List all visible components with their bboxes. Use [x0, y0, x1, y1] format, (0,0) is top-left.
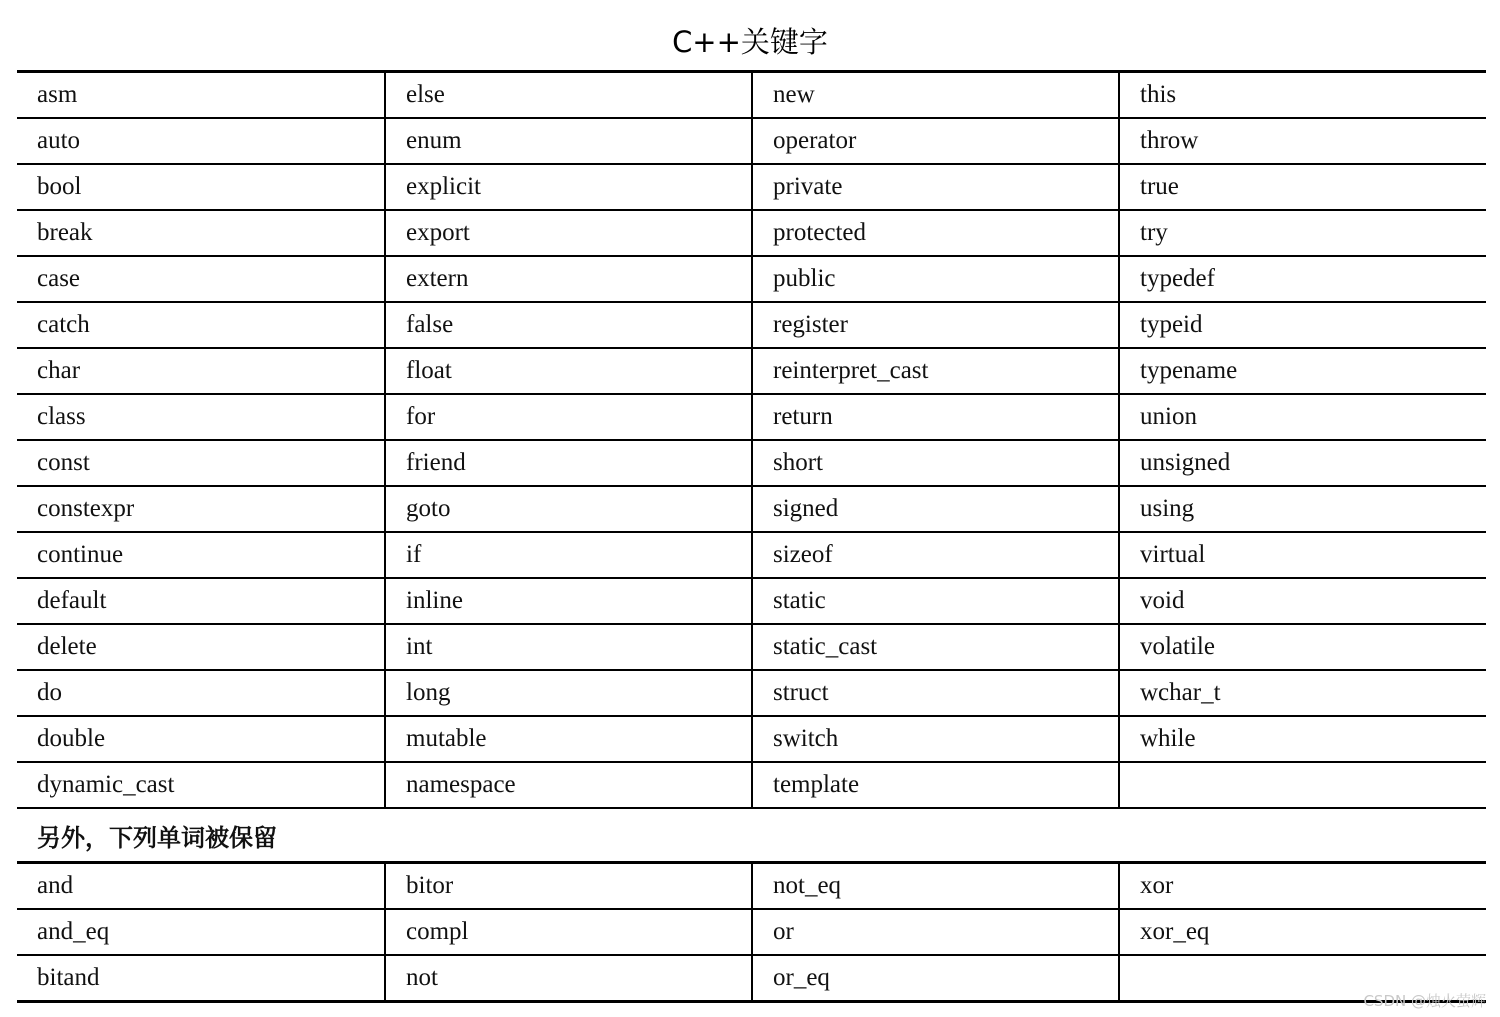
- keyword-cell: public: [752, 256, 1119, 302]
- table-row: [17, 762, 1486, 808]
- page-title: C++关键字: [672, 25, 828, 59]
- table-row: [17, 348, 1486, 394]
- keyword-cell: char: [17, 348, 385, 394]
- keyword-cell: break: [17, 210, 385, 256]
- table-row: [17, 863, 1486, 910]
- keyword-cell: delete: [17, 624, 385, 670]
- keyword-cell: not_eq: [752, 863, 1119, 910]
- watermark: CSDN @烛火萤辉: [1363, 992, 1486, 1010]
- keyword-cell: while: [1119, 716, 1486, 762]
- keyword-cell: sizeof: [752, 532, 1119, 578]
- table-row: [17, 955, 1486, 1002]
- reserved-note-row: [17, 808, 1486, 863]
- keyword-cell: not: [385, 955, 752, 1002]
- keyword-cell: struct: [752, 670, 1119, 716]
- keyword-cell: bitand: [17, 955, 385, 1002]
- keyword-cell: short: [752, 440, 1119, 486]
- keyword-cell: true: [1119, 164, 1486, 210]
- keyword-cell: operator: [752, 118, 1119, 164]
- keyword-cell: union: [1119, 394, 1486, 440]
- keyword-cell: try: [1119, 210, 1486, 256]
- table-row: [17, 394, 1486, 440]
- keyword-cell: extern: [385, 256, 752, 302]
- keyword-cell: compl: [385, 909, 752, 955]
- table-row: [17, 486, 1486, 532]
- keyword-cell: mutable: [385, 716, 752, 762]
- table-row: [17, 532, 1486, 578]
- keyword-cell: reinterpret_cast: [752, 348, 1119, 394]
- keyword-cell: inline: [385, 578, 752, 624]
- table-row: [17, 164, 1486, 210]
- keyword-cell: export: [385, 210, 752, 256]
- keyword-cell: constexpr: [17, 486, 385, 532]
- keyword-cell: protected: [752, 210, 1119, 256]
- keyword-cell: do: [17, 670, 385, 716]
- keyword-cell: asm: [17, 72, 385, 119]
- keyword-cell: private: [752, 164, 1119, 210]
- keyword-cell: else: [385, 72, 752, 119]
- reserved-note: 另外，下列单词被保留: [17, 808, 1486, 863]
- keyword-cell: using: [1119, 486, 1486, 532]
- keyword-cell: xor: [1119, 863, 1486, 910]
- keyword-cell: bool: [17, 164, 385, 210]
- keyword-cell: auto: [17, 118, 385, 164]
- keyword-cell: namespace: [385, 762, 752, 808]
- keyword-cell: void: [1119, 578, 1486, 624]
- keyword-cell: and_eq: [17, 909, 385, 955]
- keyword-cell: typeid: [1119, 302, 1486, 348]
- keyword-cell: throw: [1119, 118, 1486, 164]
- keyword-cell: case: [17, 256, 385, 302]
- table-row: [17, 210, 1486, 256]
- keyword-cell: or: [752, 909, 1119, 955]
- keyword-cell: signed: [752, 486, 1119, 532]
- table-row: [17, 624, 1486, 670]
- table-row: [17, 302, 1486, 348]
- keyword-table: [17, 70, 1486, 1003]
- keyword-cell: class: [17, 394, 385, 440]
- table-row: [17, 578, 1486, 624]
- keyword-cell: enum: [385, 118, 752, 164]
- table-row: [17, 716, 1486, 762]
- keyword-cell: explicit: [385, 164, 752, 210]
- keyword-cell: default: [17, 578, 385, 624]
- keyword-table-body: [17, 72, 1486, 809]
- keyword-cell: bitor: [385, 863, 752, 910]
- keyword-cell: register: [752, 302, 1119, 348]
- table-row: [17, 909, 1486, 955]
- keyword-cell: float: [385, 348, 752, 394]
- keyword-cell: new: [752, 72, 1119, 119]
- keyword-cell: return: [752, 394, 1119, 440]
- keyword-cell: this: [1119, 72, 1486, 119]
- keyword-cell: static_cast: [752, 624, 1119, 670]
- reserved-table-body: [17, 863, 1486, 1002]
- table-row: [17, 72, 1486, 119]
- keyword-cell: virtual: [1119, 532, 1486, 578]
- keyword-cell: long: [385, 670, 752, 716]
- keyword-cell: const: [17, 440, 385, 486]
- keyword-cell: unsigned: [1119, 440, 1486, 486]
- keyword-cell: for: [385, 394, 752, 440]
- table-row: [17, 440, 1486, 486]
- keyword-cell: static: [752, 578, 1119, 624]
- table-row: [17, 256, 1486, 302]
- keyword-cell: int: [385, 624, 752, 670]
- keyword-cell: volatile: [1119, 624, 1486, 670]
- keyword-cell: xor_eq: [1119, 909, 1486, 955]
- keyword-cell: switch: [752, 716, 1119, 762]
- keyword-cell: or_eq: [752, 955, 1119, 1002]
- keyword-cell: template: [752, 762, 1119, 808]
- table-row: [17, 670, 1486, 716]
- keyword-cell: dynamic_cast: [17, 762, 385, 808]
- keyword-cell: double: [17, 716, 385, 762]
- keyword-cell: [1119, 762, 1486, 808]
- keyword-cell: continue: [17, 532, 385, 578]
- keyword-cell: typename: [1119, 348, 1486, 394]
- reserved-section: [17, 808, 1486, 863]
- keyword-cell: typedef: [1119, 256, 1486, 302]
- keyword-cell: goto: [385, 486, 752, 532]
- keyword-cell: if: [385, 532, 752, 578]
- keyword-cell: friend: [385, 440, 752, 486]
- keyword-cell: wchar_t: [1119, 670, 1486, 716]
- keyword-cell: catch: [17, 302, 385, 348]
- keyword-cell: false: [385, 302, 752, 348]
- keyword-cell: and: [17, 863, 385, 910]
- table-row: [17, 118, 1486, 164]
